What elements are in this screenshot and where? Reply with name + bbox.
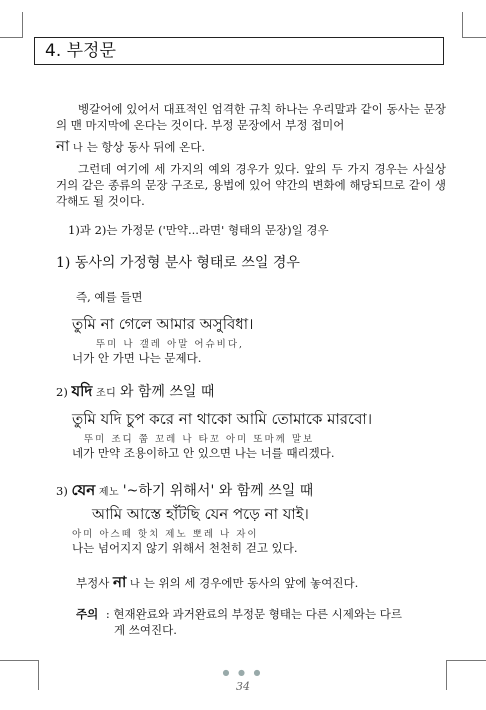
case-3-heading-rest: '~하기 위해서' 와 함께 쓰일 때 [122,483,314,499]
case-2-number: 2) [56,385,68,399]
negation-note-text: 는 위의 세 경우에만 동사의 앞에 놓여진다. [143,576,359,590]
case-1-heading: 1) 동사의 가정형 분사 형태로 쓰일 경우 [56,255,300,271]
page-ornament: ● ● ● [222,668,264,677]
negation-note-bengali: না [112,573,127,591]
crop-mark [462,37,486,38]
intro-line-3 [56,138,205,157]
crop-mark [22,12,23,38]
case-3-heading [56,482,313,501]
case-2-roman-word: 조디 [95,388,117,399]
crop-mark [446,660,486,661]
negation-note-roman: 나 [129,579,141,590]
case-2-heading [56,383,214,402]
intro-paragraph-2: 그런데 여기에 세 가지의 예외 경우가 있다. 앞의 두 가지 경우는 사실상 거의 같은 종류의 문장 구조로, 용법에 있어 약간의 변화에 해당되므로 같이 생각해도 될 것이다. [56,162,446,208]
roman-negation: 나 [72,143,84,154]
caution-line-2: 게 쓰여진다. [114,623,177,637]
page-title: 4. 부정문 [34,37,444,65]
caution-label: 주의 [76,607,99,621]
crop-mark [0,660,38,661]
section-note: 1)과 2)는 가정문 ('만약...라면' 형태의 문장)일 경우 [68,223,329,237]
case-3-roman: 아미 아스떼 핫치 제노 뽀레 나 자이 [72,529,259,540]
intro-line-3-text: 는 항상 동사 뒤에 온다. [86,140,206,154]
crop-mark [0,37,22,38]
case-1-roman: 뚜미 나 갤레 아말 어슈비다, [96,339,245,350]
case-1-bengali: তুমি না গেলে আমার অসুবিধা। [72,315,254,333]
case-2-bengali: তুমি যদি চুপ করে না থাকো আমি তোমাকে মারবো। [72,410,373,428]
case-3-bengali-word: যেন [71,481,96,499]
crop-mark [462,12,463,38]
bengali-negation: না [56,137,70,155]
caution-line-1: : 현재완료와 과거완료의 부정문 형태는 다른 시제와는 다르 [105,607,402,621]
negation-note [76,574,358,593]
case-3-bengali: আমি আস্তে হাঁটছি যেন পড়ে না যাই। [92,505,309,523]
case-1-translation: 너가 안 가면 나는 문제다. [72,351,202,365]
negation-note-prefix: 부정사 [76,576,110,590]
case-3-number: 3) [56,484,68,498]
case-2-roman: 뚜미 조디 쭙 꼬레 나 타꼬 아미 또마께 말보 [84,434,315,445]
intro-paragraph-1: 벵갈어에 있어서 대표적인 엄격한 규칙 하나는 우리말과 같이 동사는 문장의 맨 마지막에 온다는 것이다. 부정 문장에서 부정 접미어 [56,102,446,132]
case-3-roman-word: 제노 [98,487,120,498]
caution-note [76,606,402,622]
case-3-translation: 나는 넘어지지 않기 위해서 천천히 걷고 있다. [72,541,298,555]
page-number: 34 [236,680,250,693]
case-2-bengali-word: যদি [71,382,93,400]
example-label: 즉, 예를 들면 [76,290,143,304]
case-2-heading-rest: 와 함께 쓰일 때 [119,384,215,400]
case-2-translation: 네가 만약 조용이하고 안 있으면 나는 너를 때리겠다. [72,446,335,460]
